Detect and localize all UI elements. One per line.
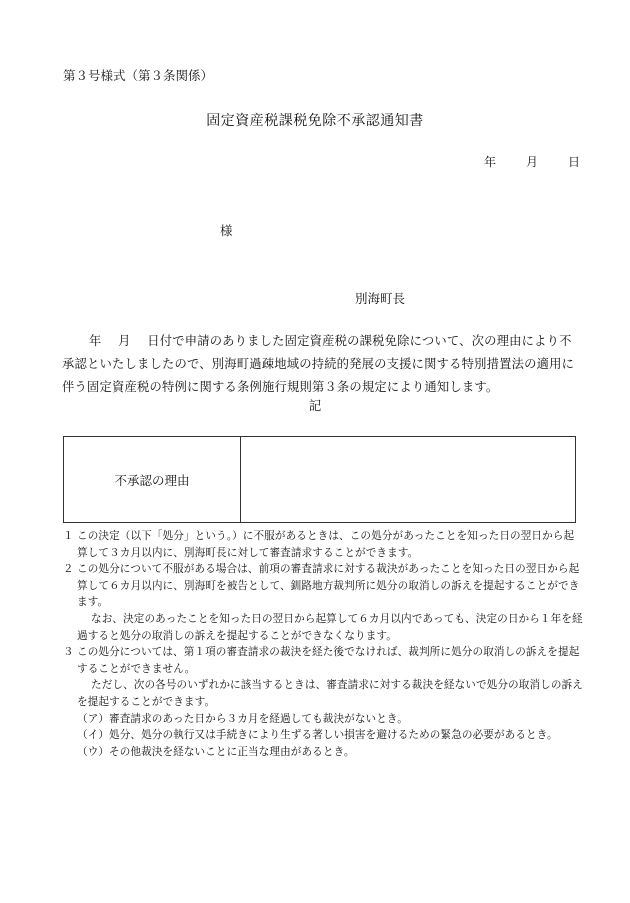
note-number: １ — [63, 530, 74, 542]
date-day: 日 — [567, 155, 580, 169]
note-text: この決定（以下「処分」という。）に不服があるときは、この処分があったことを知った日の翌日から起算して３カ月以内に、別海町長に対して審査請求することができます。 — [77, 530, 575, 559]
body-text: 年 月 日付で申請のありました固定資産税の課税免除について、次の理由により不承認といたしましたので、別海町過疎地域の持続的発展の支援に関する特別措置法の適用に伴う固定資産税の特例に関する条例施行規則第３条の規定により通知します。 — [62, 334, 575, 394]
note-3-paragraph: ただし、次の各号のいずれかに該当するときは、審査請求に対する裁決を経ないで処分の取消しの訴えを提起することができます。 — [77, 679, 583, 708]
reason-value — [241, 437, 575, 522]
note-number: ２ — [63, 563, 74, 576]
sub-item-number: （ウ） — [77, 745, 110, 758]
sub-item-a — [63, 711, 583, 728]
issuer: 別海町長 — [355, 291, 406, 306]
note-2-paragraph: なお、決定のあったことを知った日の翌日から起算して６カ月以内であっても、決定の日から１年を経過すると処分の取消しの訴えを提起することができなくなります。 — [77, 612, 583, 642]
date-month: 月 — [525, 155, 538, 169]
sub-item-text: 審査請求のあった日から３カ月を経過しても裁決がないとき。 — [109, 712, 408, 725]
date-line — [484, 153, 580, 170]
notes — [63, 528, 583, 760]
note-1 — [63, 528, 583, 561]
document-title: 固定資産税課税免除不承認通知書 — [206, 113, 424, 129]
sub-item-number: （ア） — [77, 712, 110, 725]
note-number: ３ — [63, 646, 74, 659]
sub-item-number: （イ） — [77, 729, 110, 742]
date-year: 年 — [483, 155, 496, 169]
sub-item-text: 処分、処分の執行又は手続きにより生ずる著しい損害を避けるための緊急の必要があるとき。 — [109, 729, 558, 742]
ki-heading: 記 — [308, 398, 322, 413]
sub-item-c — [63, 744, 583, 761]
form-number: 第３号様式（第３条関係） — [63, 68, 214, 83]
note-text: この処分については、第１項の審査請求の裁決を経た後でなければ、裁判所に処分の取消しの訴えを提起することができません。 — [77, 646, 580, 675]
reason-label: 不承認の理由 — [64, 437, 241, 522]
sub-item-text: その他裁決を経ないことに正当な理由があるとき。 — [109, 745, 355, 758]
addressee-suffix: 様 — [220, 223, 233, 238]
reason-table — [63, 436, 576, 523]
note-2 — [63, 561, 583, 611]
sub-item-b — [63, 727, 583, 744]
note-3 — [63, 644, 583, 677]
note-text: この処分について不服がある場合は、前項の審査請求に対する裁決があったことを知った日の翌日から起算して６カ月以内に、別海町を被告として、釧路地方裁判所に処分の取消しの訴えを提起することができます。 — [77, 563, 580, 609]
